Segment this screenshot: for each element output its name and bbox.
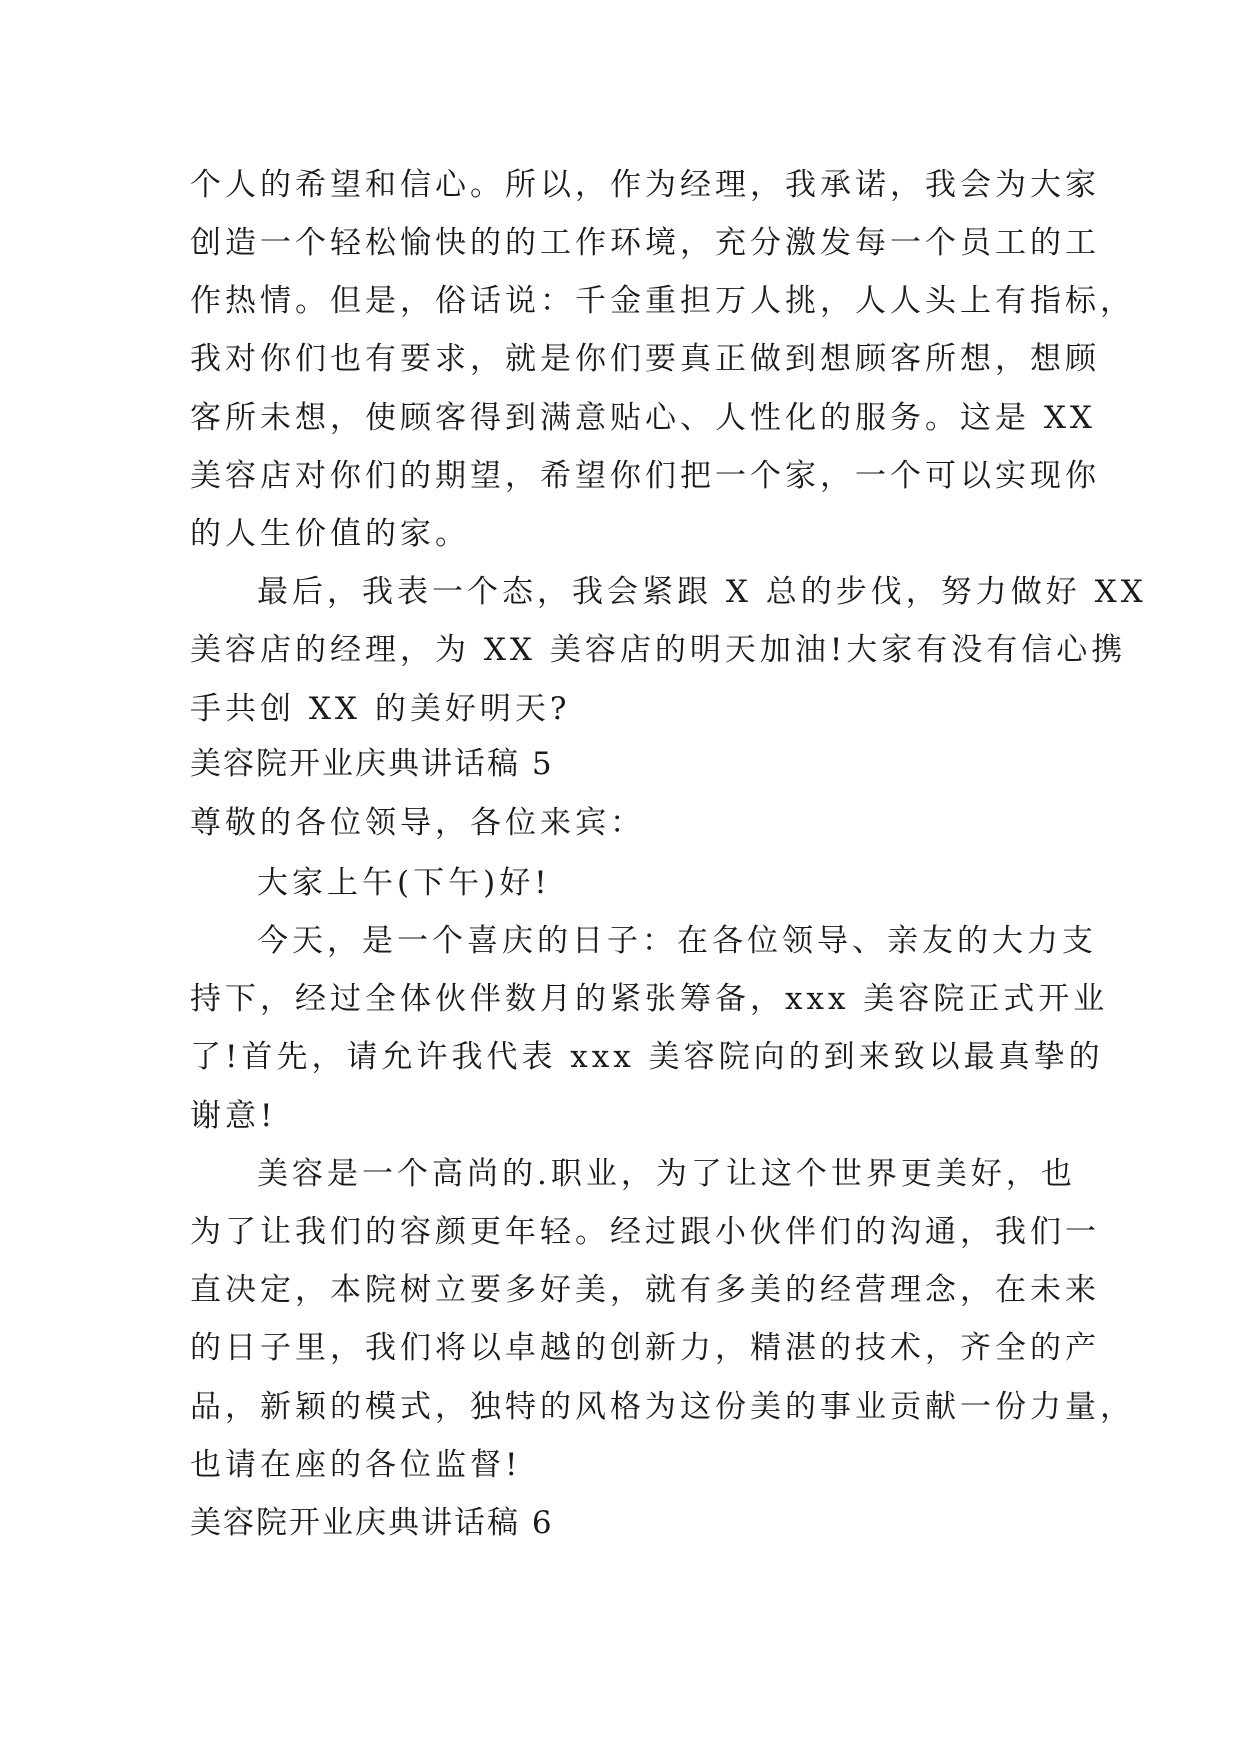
paragraph-line: 作热情。但是，俗话说：千金重担万人挑，人人头上有指标， — [190, 283, 1135, 319]
paragraph-line: 持下，经过全体伙伴数月的紧张筹备，xxx 美容院正式开业 — [190, 981, 1109, 1017]
paragraph-line: 我对你们也有要求，就是你们要真正做到想顾客所想，想顾 — [190, 341, 1100, 377]
paragraph-line: 直决定，本院树立要多好美，就有多美的经营理念，在未来 — [190, 1272, 1100, 1308]
paragraph-line: 也请在座的各位监督! — [190, 1447, 522, 1483]
paragraph-line: 品，新颖的模式，独特的风格为这份美的事业贡献一份力量， — [190, 1389, 1135, 1425]
paragraph-line: 谢意! — [190, 1098, 277, 1134]
paragraph-line: 美容店对你们的期望，希望你们把一个家，一个可以实现你 — [190, 458, 1100, 494]
paragraph-line: 了!首先，请允许我代表 xxx 美容院向的到来致以最真挚的 — [190, 1039, 1104, 1075]
paragraph-line: 的日子里，我们将以卓越的创新力，精湛的技术，齐全的产 — [190, 1330, 1100, 1366]
paragraph-line: 美容是一个高尚的.职业，为了让这个世界更美好，也 — [257, 1156, 1076, 1192]
paragraph-line: 手共创 XX 的美好明天? — [190, 691, 571, 727]
paragraph-line: 为了让我们的容颜更年轻。经过跟小伙伴们的沟通，我们一 — [190, 1214, 1100, 1250]
paragraph-line: 客所未想，使顾客得到满意贴心、人性化的服务。这是 XX — [190, 400, 1096, 436]
paragraph-line: 最后，我表一个态，我会紧跟 X 总的步伐，努力做好 XX — [257, 574, 1147, 610]
section-heading: 美容院开业庆典讲话稿 5 — [190, 746, 554, 782]
section-heading: 美容院开业庆典讲话稿 6 — [190, 1505, 554, 1541]
paragraph-line: 今天，是一个喜庆的日子：在各位领导、亲友的大力支 — [257, 923, 1097, 959]
greeting: 大家上午(下午)好! — [257, 865, 551, 901]
salutation: 尊敬的各位领导，各位来宾： — [190, 805, 645, 841]
paragraph-line: 个人的希望和信心。所以，作为经理，我承诺，我会为大家 — [190, 167, 1100, 203]
paragraph-line: 美容店的经理，为 XX 美容店的明天加油!大家有没有信心携 — [190, 632, 1127, 668]
paragraph-line: 创造一个轻松愉快的的工作环境，充分激发每一个员工的工 — [190, 225, 1100, 261]
paragraph-line: 的人生价值的家。 — [190, 516, 470, 552]
